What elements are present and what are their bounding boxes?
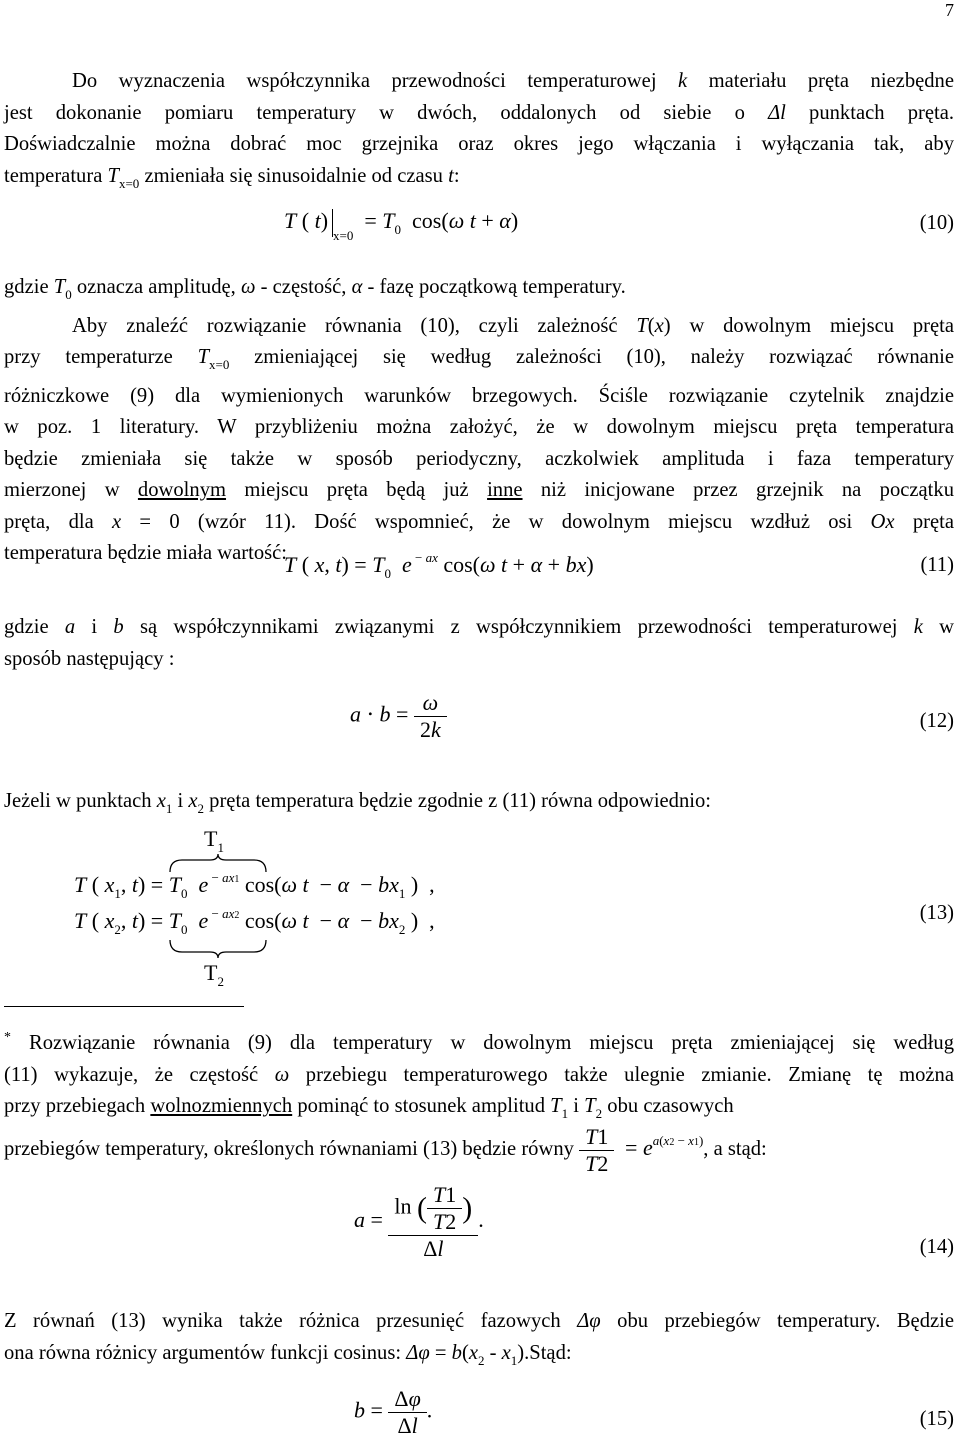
equation-line: T ( $x_2$, $t) = T_0$ e $^{- ax2}$ cos(ω $t - \alpha - bx_2$ ) , [74,906,435,937]
text-line: sposób następujący : [4,647,175,670]
text-line: temperatura $T_{x=0}$ zmieniała się sinusoidalnie od czasu t: [4,164,460,191]
text-line: mierzonej w dowolnym miejscu pręta będą już inne niż inicjowane przez grzejnik na początku [4,479,954,501]
text-line: ona równa różnicy argumentów funkcji cosinus: $\Delta\varphi = b(x_2$ - $x_1).Stąd$: [4,1341,572,1368]
equation-12: a ⋅ b = $\frac{\omega}{2k}$ [350,690,447,743]
coefficient-paragraph [4,612,954,675]
text-line: w poz. 1 literatury. W przybliżeniu można założyć, że w dowolnym miejscu pręta temperatura [4,416,954,438]
equation-number: (14) [919,1236,954,1258]
equation-11: T ( x, $t) = T_0$ e $^{- ax}$ cos(ω t + α + bx) [284,550,594,581]
equation-line: T ( $x_1$, $t) = T_0$ e $^{- ax1}$ cos(ω $t - \alpha - bx_1$ ) , [74,870,435,901]
text-line: Doświadczalnie można dobrać moc grzejnika oraz okres jego włączania i wyłączania tak, aby [4,133,954,155]
text-line: gdzie a i b są współczynnikami związanymi z współczynnikiem przewodności temperaturowej k w [4,616,954,638]
text-line: przy temperaturze $T_{x=0}$ zmieniającej się według zależności (10), należy rozwiązać równanie [4,346,954,372]
intro-paragraph [4,66,954,199]
equation-number: (10) [919,212,954,234]
brace-label-top: $T_1$ [204,826,224,855]
text-line: Z równań (13) wynika także różnica przesunięć fazowych Δφ obu przebiegów temperatury. Będzie [4,1310,954,1332]
equation-number: (11) [920,554,954,576]
text-line: przy przebiegach wolnozmiennych pominąć to stosunek amplitud $T_1$ i $T_2$ obu czasowych [4,1095,734,1121]
text-line: , a stąd: [703,1138,767,1161]
equation-number: (12) [919,710,954,732]
equation-number: (13) [919,902,954,924]
text-line: * Rozwiązanie równania (9) dla temperatury w dowolnym miejscu pręta zmieniającej się według [4,1030,954,1054]
underbrace [168,938,268,960]
text-line: jest dokonanie pomiaru temperatury w dwóch, oddalonych od siebie o Δl punktach pręta. [4,101,954,124]
brace-label-bottom: $T_2$ [204,960,224,989]
text-line: Jeżeli w punktach $x_1$ i $x_2$ pręta temperatura będzie zgodnie z (11) równa odpowiednio: [4,790,712,816]
fraction: $\frac{\Delta\varphi}{\Delta l}$ [388,1386,426,1439]
text-line: Aby znaleźć rozwiązanie równania (10), czyli zależność T(x) w dowolnym miejscu pręta [72,314,954,337]
page-number: 7 [945,0,954,20]
footnote-line: przebiegów temperatury, określonych równaniami (13) będzie równy $\frac{T1}{T2}$ = $e^{a(x2 - x1)}$, a stąd: [4,1124,767,1176]
equation-15: b = $\frac{\Delta\varphi}{\Delta l}$ . [354,1386,433,1438]
equation-10: T ( $t)_{x=0} = T_0$ cos(ω t + α) [284,208,519,243]
text-line: będzie zmieniała się także w sposób periodyczny, aczkolwiek amplituda i faza temperatury [4,447,954,470]
ratio-fraction: $\frac{T1}{T2}$ [579,1124,614,1177]
text-line: Do wyznaczenia współczynnika przewodności temperaturowej k materiału pręta niezbędne [72,70,954,92]
text-line: różniczkowe (9) dla wymienionych warunków brzegowych. Ściśle rozwiązanie czytelnik znajdzie [4,384,954,407]
text-line: (11) wykazuje, że częstość ω przebiegu temperaturowego także ulegnie zmianie. Zmianę tę można [4,1063,954,1086]
fraction: $\frac{\omega}{2k}$ [414,690,447,743]
text-line: temperatura będzie miała wartość: [4,542,288,564]
text-line: pręta, dla x = 0 (wzór 11). Dość wspomnieć, że w dowolnym miejscu wzdłuż osi Ox pręta [4,510,954,533]
text-line: gdzie $T_0$ oznacza amplitudę, ω - częstość, α - fazę początkową temperatury. [4,276,626,302]
equation-number: (15) [919,1408,954,1430]
text-line: przebiegów temperatury, określonych równaniami (13) będzie równy [4,1138,574,1161]
footnote-divider [4,1006,244,1007]
footnote [4,1022,954,1130]
points-paragraph [4,786,954,825]
equation-14: a = ln ( $\frac{T1}{T2}$ ) Δl . [354,1182,484,1261]
solution-paragraph [4,272,954,570]
fraction: ln ( $\frac{T1}{T2}$ ) Δl [388,1182,478,1262]
phase-paragraph [4,1306,954,1376]
